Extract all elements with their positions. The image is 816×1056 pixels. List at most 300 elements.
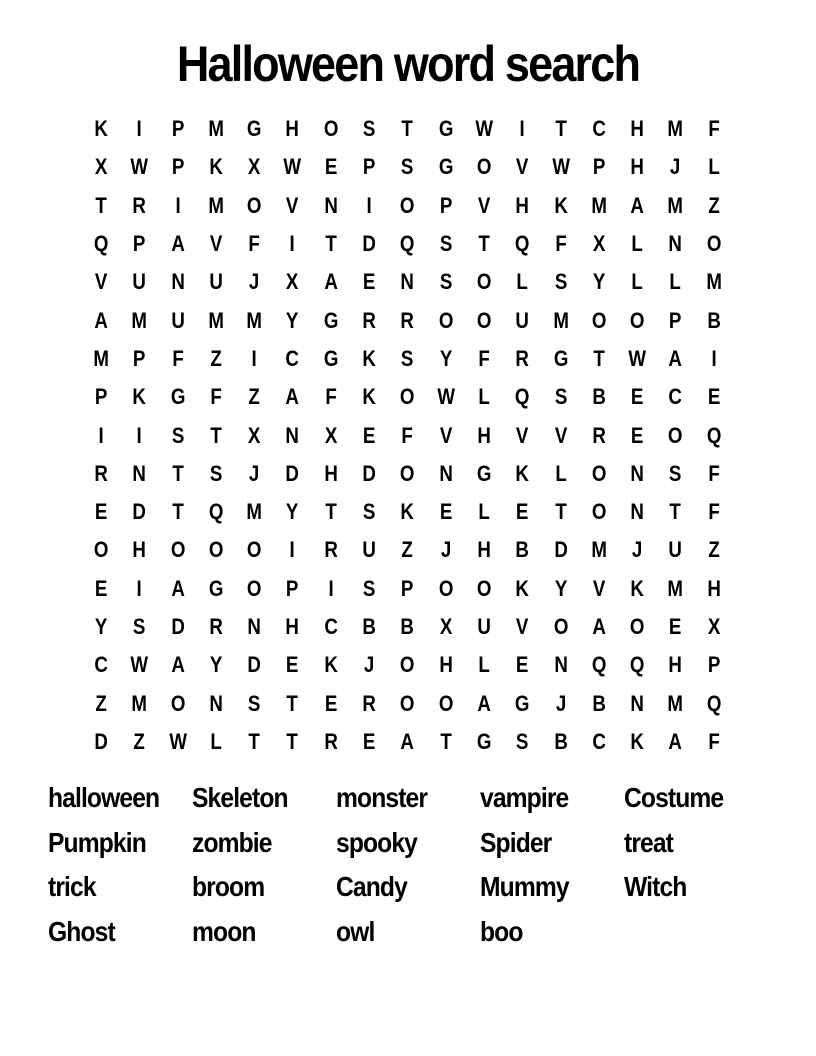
- grid-cell[interactable]: K: [553, 192, 568, 218]
- grid-cell[interactable]: J: [440, 537, 452, 563]
- grid-cell[interactable]: X: [324, 422, 338, 448]
- grid-cell[interactable]: L: [210, 728, 222, 754]
- grid-cell[interactable]: O: [247, 575, 262, 601]
- grid-cell[interactable]: U: [170, 307, 185, 333]
- grid-cell[interactable]: S: [669, 460, 682, 486]
- grid-cell[interactable]: U: [515, 307, 530, 333]
- grid-cell[interactable]: E: [324, 154, 338, 180]
- grid-cell[interactable]: M: [131, 690, 148, 716]
- grid-cell[interactable]: D: [362, 460, 376, 486]
- grid-cell[interactable]: U: [477, 614, 491, 639]
- grid-cell[interactable]: B: [592, 384, 606, 410]
- grid-cell[interactable]: P: [286, 575, 299, 601]
- grid-cell[interactable]: C: [668, 384, 683, 410]
- grid-cell[interactable]: A: [170, 231, 185, 257]
- grid-cell[interactable]: Y: [439, 345, 453, 371]
- grid-cell[interactable]: L: [708, 154, 720, 180]
- grid-cell[interactable]: S: [171, 422, 184, 448]
- grid-cell[interactable]: D: [94, 728, 108, 754]
- grid-cell[interactable]: U: [132, 269, 147, 295]
- grid-cell[interactable]: P: [669, 307, 682, 333]
- grid-cell[interactable]: O: [438, 690, 454, 716]
- grid-cell[interactable]: P: [133, 345, 146, 371]
- grid-cell[interactable]: X: [248, 422, 261, 448]
- grid-cell[interactable]: O: [476, 269, 492, 295]
- grid-cell[interactable]: C: [94, 652, 108, 678]
- grid-cell[interactable]: A: [94, 307, 108, 333]
- grid-cell[interactable]: H: [707, 575, 721, 601]
- grid-cell[interactable]: X: [248, 154, 261, 180]
- grid-cell[interactable]: H: [324, 460, 338, 486]
- grid-cell[interactable]: N: [630, 690, 645, 716]
- grid-cell[interactable]: O: [438, 307, 454, 333]
- grid-cell[interactable]: N: [247, 614, 262, 639]
- grid-cell[interactable]: P: [707, 652, 721, 678]
- grid-cell[interactable]: U: [362, 537, 376, 563]
- grid-cell[interactable]: O: [476, 154, 492, 180]
- grid-cell[interactable]: S: [362, 116, 376, 142]
- grid-cell[interactable]: R: [132, 192, 147, 218]
- grid-cell[interactable]: A: [668, 345, 683, 371]
- grid-cell[interactable]: B: [707, 307, 721, 333]
- grid-cell[interactable]: O: [400, 192, 415, 218]
- grid-cell[interactable]: C: [324, 614, 338, 639]
- grid-cell[interactable]: L: [631, 231, 644, 257]
- grid-cell[interactable]: P: [439, 192, 453, 218]
- grid-cell[interactable]: K: [362, 345, 376, 371]
- grid-cell[interactable]: I: [290, 537, 296, 563]
- grid-cell[interactable]: R: [209, 614, 223, 639]
- grid-cell[interactable]: Z: [708, 537, 720, 563]
- grid-cell[interactable]: W: [168, 728, 187, 754]
- grid-cell[interactable]: M: [667, 116, 684, 142]
- grid-cell[interactable]: H: [285, 614, 300, 639]
- grid-cell[interactable]: Q: [591, 652, 607, 678]
- grid-cell[interactable]: P: [401, 575, 414, 601]
- grid-cell[interactable]: M: [667, 690, 684, 716]
- grid-cell[interactable]: G: [553, 345, 568, 371]
- grid-cell[interactable]: O: [591, 307, 607, 333]
- grid-cell[interactable]: V: [477, 192, 491, 218]
- grid-cell[interactable]: G: [476, 728, 492, 754]
- grid-cell[interactable]: E: [324, 690, 338, 716]
- grid-cell[interactable]: L: [478, 384, 490, 410]
- grid-cell[interactable]: W: [283, 154, 302, 180]
- grid-cell[interactable]: I: [136, 422, 143, 448]
- grid-cell[interactable]: Q: [515, 231, 530, 257]
- grid-cell[interactable]: G: [208, 575, 224, 601]
- grid-cell[interactable]: D: [132, 499, 147, 525]
- grid-cell[interactable]: E: [631, 422, 644, 448]
- grid-cell[interactable]: Z: [401, 537, 414, 563]
- grid-row: [82, 187, 734, 225]
- grid-cell[interactable]: E: [94, 575, 108, 601]
- grid-cell[interactable]: Y: [592, 269, 606, 295]
- grid-cell[interactable]: L: [478, 499, 490, 525]
- grid-cell[interactable]: I: [175, 192, 181, 218]
- grid-cell[interactable]: Y: [209, 652, 223, 678]
- grid-cell[interactable]: E: [362, 728, 376, 754]
- grid-cell[interactable]: N: [400, 269, 415, 295]
- grid-cell[interactable]: P: [171, 116, 184, 142]
- grid-cell[interactable]: V: [209, 231, 223, 257]
- grid-cell[interactable]: Z: [210, 345, 222, 371]
- grid-cell[interactable]: O: [553, 614, 568, 639]
- word-list-item: trick: [48, 871, 96, 903]
- grid-cell[interactable]: L: [478, 652, 490, 678]
- grid-cell[interactable]: S: [554, 269, 567, 295]
- grid-cell[interactable]: S: [401, 345, 414, 371]
- grid-cell[interactable]: V: [592, 575, 606, 601]
- grid-cell[interactable]: A: [668, 728, 683, 754]
- grid-cell[interactable]: P: [171, 154, 184, 180]
- grid-cell[interactable]: F: [554, 231, 567, 257]
- grid-cell[interactable]: N: [668, 231, 683, 257]
- grid-cell[interactable]: T: [593, 345, 605, 371]
- grid-cell[interactable]: F: [325, 384, 337, 410]
- grid-cell[interactable]: F: [708, 116, 720, 142]
- grid-cell[interactable]: S: [554, 384, 567, 410]
- grid-cell[interactable]: F: [708, 728, 720, 754]
- grid-cell[interactable]: J: [249, 269, 260, 295]
- grid-cell[interactable]: D: [285, 460, 300, 486]
- grid-cell[interactable]: Y: [286, 499, 299, 525]
- grid-cell[interactable]: B: [592, 690, 606, 716]
- grid-cell[interactable]: G: [438, 154, 454, 180]
- grid-cell[interactable]: N: [630, 460, 645, 486]
- grid-row: [82, 416, 734, 454]
- grid-cell[interactable]: I: [711, 345, 717, 371]
- grid-cell[interactable]: J: [364, 652, 375, 678]
- grid-cell[interactable]: D: [170, 614, 185, 639]
- grid-cell[interactable]: Y: [286, 307, 299, 333]
- grid-cell[interactable]: T: [172, 460, 184, 486]
- grid-cell[interactable]: R: [515, 345, 530, 371]
- grid-cell[interactable]: O: [591, 499, 607, 525]
- grid-cell[interactable]: O: [170, 537, 186, 563]
- grid-cell[interactable]: R: [324, 537, 338, 563]
- grid-cell[interactable]: A: [324, 269, 338, 295]
- grid-cell[interactable]: I: [136, 116, 143, 142]
- word-list-item: Candy: [336, 871, 407, 903]
- word-list-item: treat: [624, 826, 674, 858]
- grid-cell[interactable]: F: [708, 460, 720, 486]
- grid-cell[interactable]: O: [630, 307, 645, 333]
- grid-cell[interactable]: I: [251, 345, 257, 371]
- word-list-item: monster: [336, 782, 428, 813]
- grid-cell[interactable]: M: [667, 575, 684, 601]
- grid-cell[interactable]: N: [132, 460, 147, 486]
- grid-cell[interactable]: G: [438, 116, 454, 142]
- grid-cell[interactable]: T: [210, 422, 222, 448]
- grid-cell[interactable]: E: [516, 499, 529, 525]
- grid-cell[interactable]: R: [400, 307, 415, 333]
- grid-cell[interactable]: O: [208, 537, 224, 563]
- grid-cell[interactable]: A: [400, 728, 415, 754]
- grid-cell[interactable]: O: [400, 460, 415, 486]
- grid-cell[interactable]: M: [667, 192, 684, 218]
- grid-cell[interactable]: Q: [400, 231, 415, 257]
- grid-cell[interactable]: W: [551, 154, 570, 180]
- grid-cell[interactable]: N: [553, 652, 568, 678]
- grid-cell[interactable]: T: [554, 116, 567, 142]
- grid-cell[interactable]: S: [439, 231, 453, 257]
- grid-cell[interactable]: F: [248, 231, 261, 257]
- grid-cell[interactable]: B: [362, 614, 376, 639]
- grid-cell[interactable]: N: [209, 690, 223, 716]
- grid-cell[interactable]: Q: [93, 231, 109, 257]
- grid-cell[interactable]: T: [248, 728, 261, 754]
- grid-cell[interactable]: R: [94, 460, 108, 486]
- grid-cell[interactable]: K: [94, 116, 108, 142]
- grid-cell[interactable]: O: [476, 307, 492, 333]
- grid-cell[interactable]: G: [515, 690, 530, 716]
- grid-cell[interactable]: K: [132, 384, 147, 410]
- grid-cell[interactable]: H: [515, 192, 530, 218]
- grid-cell[interactable]: O: [400, 384, 415, 410]
- grid-cell[interactable]: F: [708, 499, 720, 525]
- grid-cell[interactable]: Q: [515, 384, 530, 410]
- grid-cell[interactable]: S: [133, 614, 146, 639]
- grid-cell[interactable]: X: [94, 154, 108, 180]
- grid-cell[interactable]: O: [438, 575, 454, 601]
- grid-cell[interactable]: O: [323, 116, 339, 142]
- grid-cell[interactable]: M: [131, 307, 148, 333]
- grid-cell[interactable]: M: [246, 499, 263, 525]
- grid-cell[interactable]: L: [554, 460, 567, 486]
- grid-cell[interactable]: T: [478, 231, 490, 257]
- grid-cell[interactable]: Y: [554, 575, 567, 601]
- grid-cell[interactable]: F: [172, 345, 184, 371]
- grid-cell[interactable]: T: [440, 728, 452, 754]
- grid-cell[interactable]: H: [477, 422, 491, 448]
- grid-cell[interactable]: O: [706, 231, 722, 257]
- grid-cell[interactable]: Z: [708, 192, 720, 218]
- grid-cell[interactable]: I: [328, 575, 334, 601]
- grid-cell[interactable]: P: [94, 384, 108, 410]
- grid-cell[interactable]: B: [400, 614, 415, 639]
- grid-cell[interactable]: Q: [630, 652, 645, 678]
- grid-cell[interactable]: W: [475, 116, 493, 142]
- grid-cell[interactable]: O: [400, 690, 415, 716]
- grid-cell[interactable]: H: [630, 154, 645, 180]
- grid-cell[interactable]: E: [669, 614, 682, 639]
- grid-cell[interactable]: Q: [706, 422, 722, 448]
- grid-cell[interactable]: N: [285, 422, 300, 448]
- grid-cell[interactable]: K: [362, 384, 376, 410]
- grid-cell[interactable]: K: [630, 728, 645, 754]
- grid-cell[interactable]: Z: [248, 384, 261, 410]
- grid-cell[interactable]: T: [669, 499, 682, 525]
- grid-cell[interactable]: E: [439, 499, 453, 525]
- grid-cell[interactable]: T: [325, 499, 337, 525]
- grid-cell[interactable]: H: [132, 537, 147, 563]
- grid-cell[interactable]: Q: [208, 499, 224, 525]
- grid-cell[interactable]: S: [439, 269, 453, 295]
- grid-cell[interactable]: M: [208, 192, 224, 218]
- grid-cell[interactable]: O: [591, 460, 607, 486]
- grid-cell[interactable]: O: [630, 614, 645, 639]
- grid-cell[interactable]: A: [170, 575, 185, 601]
- grid-cell[interactable]: T: [325, 231, 337, 257]
- grid-cell[interactable]: F: [478, 345, 490, 371]
- grid-cell[interactable]: E: [286, 652, 299, 678]
- grid-cell[interactable]: Q: [706, 690, 722, 716]
- grid-cell[interactable]: Y: [94, 614, 108, 639]
- grid-row: [82, 531, 734, 569]
- grid-cell[interactable]: G: [476, 460, 492, 486]
- grid-cell[interactable]: S: [516, 728, 529, 754]
- grid-cell[interactable]: V: [286, 192, 299, 218]
- grid-cell[interactable]: T: [95, 192, 107, 218]
- grid-cell[interactable]: H: [668, 652, 683, 678]
- grid-cell[interactable]: C: [592, 116, 606, 142]
- grid-cell[interactable]: A: [630, 192, 645, 218]
- grid-cell[interactable]: E: [362, 269, 376, 295]
- grid-cell[interactable]: X: [592, 231, 606, 257]
- grid-cell[interactable]: X: [439, 614, 453, 639]
- grid-cell[interactable]: J: [249, 460, 260, 486]
- grid-cell[interactable]: I: [136, 575, 143, 601]
- grid-cell[interactable]: G: [170, 384, 186, 410]
- grid-cell[interactable]: L: [631, 269, 644, 295]
- grid-cell[interactable]: S: [248, 690, 261, 716]
- grid-cell[interactable]: E: [516, 652, 529, 678]
- grid-cell[interactable]: W: [130, 652, 149, 678]
- grid-cell[interactable]: P: [592, 154, 606, 180]
- grid-cell[interactable]: K: [630, 575, 645, 601]
- grid-cell[interactable]: B: [553, 728, 568, 754]
- grid-cell[interactable]: Z: [95, 690, 107, 716]
- grid-cell[interactable]: O: [476, 575, 492, 601]
- grid-cell[interactable]: M: [208, 116, 224, 142]
- grid-cell[interactable]: P: [133, 231, 146, 257]
- grid-cell[interactable]: M: [591, 537, 607, 563]
- grid-cell[interactable]: U: [209, 269, 223, 295]
- grid-cell[interactable]: J: [670, 154, 681, 180]
- grid-cell[interactable]: H: [477, 537, 491, 563]
- grid-cell[interactable]: L: [669, 269, 682, 295]
- grid-cell[interactable]: O: [247, 537, 262, 563]
- grid-cell[interactable]: I: [366, 192, 372, 218]
- grid-cell[interactable]: S: [401, 154, 414, 180]
- grid-cell[interactable]: F: [210, 384, 222, 410]
- grid-cell[interactable]: A: [170, 652, 185, 678]
- grid-cell[interactable]: H: [285, 116, 300, 142]
- grid-cell[interactable]: K: [400, 499, 415, 525]
- grid-cell[interactable]: V: [516, 154, 529, 180]
- grid-cell[interactable]: R: [324, 728, 338, 754]
- grid-cell[interactable]: A: [592, 614, 606, 639]
- grid-cell[interactable]: G: [247, 116, 262, 142]
- grid-cell[interactable]: O: [170, 690, 186, 716]
- grid-cell[interactable]: O: [93, 537, 109, 563]
- grid-cell[interactable]: W: [628, 345, 647, 371]
- grid-cell[interactable]: V: [439, 422, 453, 448]
- grid-cell[interactable]: M: [591, 192, 607, 218]
- grid-cell[interactable]: M: [706, 269, 722, 295]
- grid-cell[interactable]: D: [362, 231, 376, 257]
- grid-cell[interactable]: W: [436, 384, 455, 410]
- grid-cell[interactable]: I: [519, 116, 526, 142]
- grid-cell[interactable]: Z: [133, 728, 146, 754]
- grid-cell[interactable]: K: [515, 460, 530, 486]
- grid-cell[interactable]: D: [553, 537, 568, 563]
- grid-cell[interactable]: K: [515, 575, 530, 601]
- grid-cell[interactable]: H: [439, 652, 453, 678]
- grid-cell[interactable]: O: [400, 652, 415, 678]
- grid-cell[interactable]: H: [630, 116, 645, 142]
- grid-cell[interactable]: A: [285, 384, 300, 410]
- grid-cell[interactable]: I: [290, 231, 296, 257]
- grid-cell[interactable]: S: [362, 575, 376, 601]
- grid-cell[interactable]: B: [515, 537, 530, 563]
- grid-cell[interactable]: J: [555, 690, 566, 716]
- grid-cell[interactable]: W: [130, 154, 149, 180]
- grid-cell[interactable]: N: [170, 269, 185, 295]
- grid-cell[interactable]: F: [401, 422, 414, 448]
- grid-cell[interactable]: I: [98, 422, 104, 448]
- grid-cell[interactable]: T: [401, 116, 414, 142]
- grid-cell[interactable]: V: [516, 422, 529, 448]
- grid-cell[interactable]: L: [516, 269, 529, 295]
- grid-cell[interactable]: O: [668, 422, 683, 448]
- grid-cell[interactable]: V: [554, 422, 567, 448]
- grid-cell[interactable]: X: [707, 614, 721, 639]
- grid-cell[interactable]: M: [208, 307, 224, 333]
- grid-cell[interactable]: M: [552, 307, 569, 333]
- grid-cell[interactable]: D: [247, 652, 262, 678]
- grid-cell[interactable]: T: [286, 690, 299, 716]
- grid-cell[interactable]: E: [707, 384, 721, 410]
- grid-cell[interactable]: N: [324, 192, 338, 218]
- grid-cell[interactable]: T: [286, 728, 299, 754]
- grid-cell[interactable]: T: [554, 499, 567, 525]
- grid-cell[interactable]: M: [246, 307, 263, 333]
- grid-cell[interactable]: V: [94, 269, 108, 295]
- grid-cell[interactable]: E: [631, 384, 644, 410]
- grid-cell[interactable]: J: [632, 537, 643, 563]
- grid-cell[interactable]: R: [592, 422, 606, 448]
- grid-cell[interactable]: R: [362, 690, 376, 716]
- grid-cell[interactable]: N: [439, 460, 453, 486]
- grid-cell[interactable]: U: [668, 537, 683, 563]
- word-list-item: owl: [336, 916, 375, 948]
- grid-cell[interactable]: T: [172, 499, 184, 525]
- grid-cell[interactable]: O: [247, 192, 262, 218]
- grid-cell[interactable]: S: [362, 499, 376, 525]
- grid-cell[interactable]: A: [477, 690, 491, 716]
- grid-cell[interactable]: R: [362, 307, 376, 333]
- grid-cell[interactable]: C: [592, 728, 606, 754]
- grid-cell[interactable]: X: [286, 269, 299, 295]
- grid-cell[interactable]: G: [323, 345, 339, 371]
- grid-cell[interactable]: E: [362, 422, 376, 448]
- grid-row: [82, 646, 734, 684]
- grid-cell[interactable]: P: [362, 154, 376, 180]
- grid-cell[interactable]: K: [324, 652, 338, 678]
- grid-cell[interactable]: V: [516, 614, 529, 639]
- grid-cell[interactable]: N: [630, 499, 645, 525]
- grid-row: [82, 378, 734, 416]
- grid-cell[interactable]: S: [209, 460, 223, 486]
- word-list: [48, 778, 768, 957]
- grid-cell[interactable]: M: [93, 345, 109, 371]
- grid-cell[interactable]: C: [285, 345, 300, 371]
- grid-cell[interactable]: K: [209, 154, 223, 180]
- grid-cell[interactable]: E: [94, 499, 108, 525]
- grid-cell[interactable]: G: [323, 307, 339, 333]
